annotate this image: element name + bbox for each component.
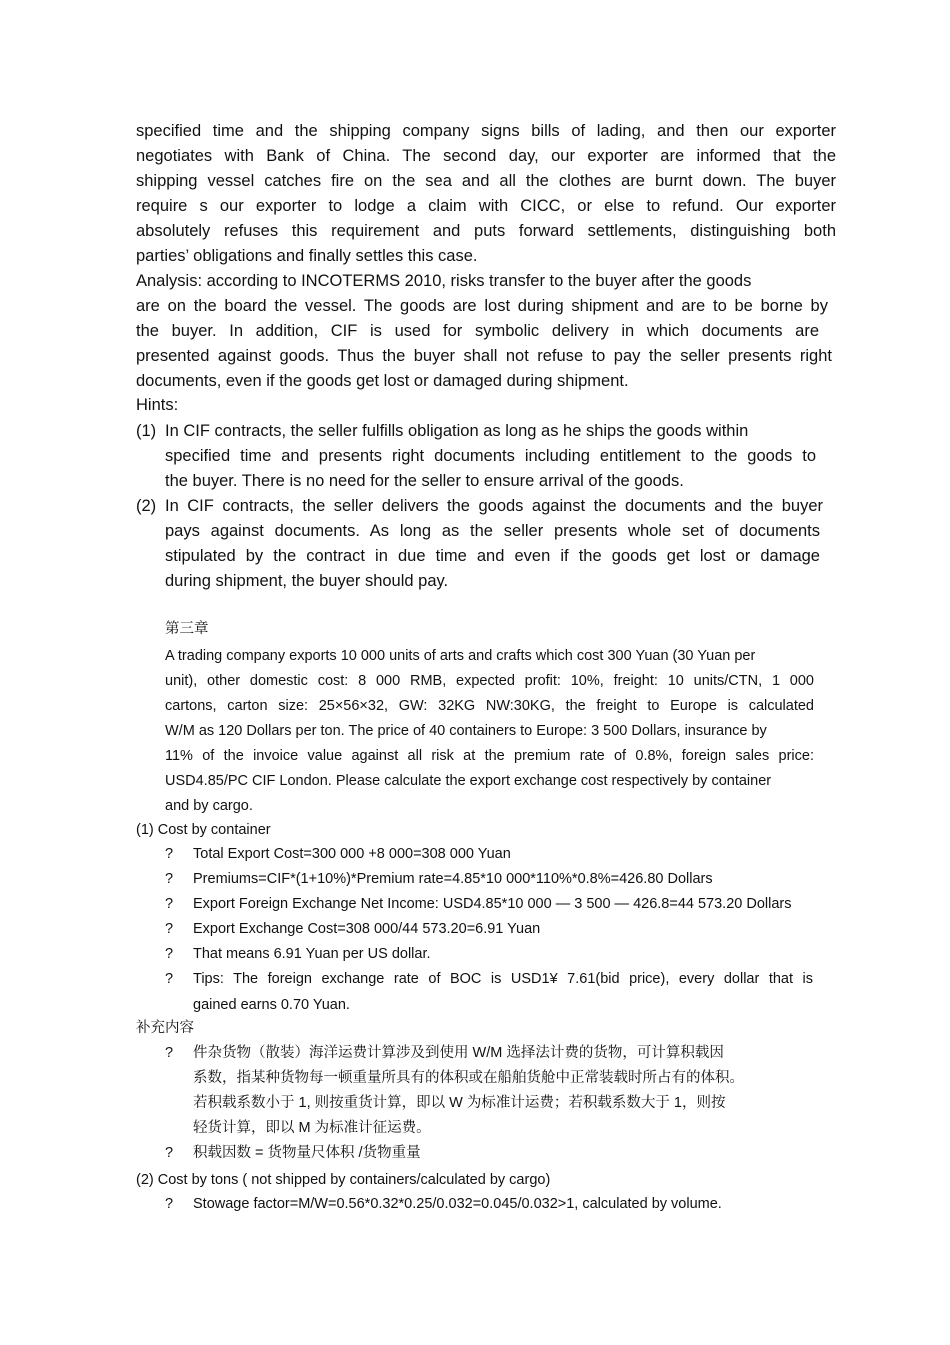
supplement-line: 件杂货物（散装）海洋运费计算涉及到使用 W/M 选择法计费的货物，可计算积载因 — [193, 1045, 724, 1061]
hint-line: pays against documents. As long as the seller presents whole set of documents — [165, 522, 820, 540]
supplement-line: 积载因数 = 货物量尺体积 /货物重量 — [193, 1145, 421, 1161]
bullet-marker: ? — [165, 896, 174, 912]
hint-line: the buyer. There is no need for the seller to ensure arrival of the goods. — [165, 472, 684, 490]
chapter-title: 第三章 — [165, 621, 209, 637]
hint-line: stipulated by the contract in due time and even if the goods get lost or damage — [165, 547, 820, 565]
supplement-line: 轻货计算，即以 M 为标准计征运费。 — [193, 1120, 431, 1136]
bullet-marker: ? — [165, 1196, 174, 1212]
analysis-line: documents, even if the goods get lost or damaged during shipment. — [136, 372, 629, 390]
problem-line: W/M as 120 Dollars per ton. The price of 40 containers to Europe: 3 500 Dollars, insurance by — [165, 723, 767, 739]
bullet-marker: ? — [165, 1045, 174, 1061]
section-heading-container: (1) Cost by container — [136, 822, 271, 838]
bullet-marker: ? — [165, 1145, 174, 1161]
problem-line: A trading company exports 10 000 units of arts and crafts which cost 300 Yuan (30 Yuan per — [165, 648, 756, 664]
hints-label: Hints: — [136, 396, 179, 414]
calc-line: That means 6.91 Yuan per US dollar. — [193, 946, 431, 962]
bullet-marker: ? — [165, 971, 174, 987]
intro-line: negotiates with Bank of China. The second day, our exporter are informed that the — [136, 147, 836, 165]
problem-line: USD4.85/PC CIF London. Please calculate the export exchange cost respectively by container — [165, 773, 772, 789]
calc-line: Export Foreign Exchange Net Income: USD4.85*10 000 — 3 500 — 426.8=44 573.20 Dollars — [193, 896, 792, 912]
analysis-line: presented against goods. Thus the buyer shall not refuse to pay the seller presents right — [136, 347, 832, 365]
intro-line: absolutely refuses this requirement and puts forward settlements, distinguishing both — [136, 222, 836, 240]
supplement-line: 若积载系数小于 1, 则按重货计算，即以 W 为标准计运费；若积载系数大于 1，则按 — [193, 1095, 726, 1111]
analysis-line: Analysis: according to INCOTERMS 2010, risks transfer to the buyer after the goods — [136, 272, 752, 290]
problem-line: 11% of the invoice value against all risk at the premium rate of 0.8%, foreign sales price: — [165, 748, 814, 764]
hint-line: during shipment, the buyer should pay. — [165, 572, 449, 590]
intro-line: specified time and the shipping company signs bills of lading, and then our exporter — [136, 122, 836, 140]
hint-line: In CIF contracts, the seller delivers the goods against the documents and the buyer — [165, 497, 823, 515]
hint-number: (2) — [136, 497, 157, 515]
tips-line: gained earns 0.70 Yuan. — [193, 997, 350, 1013]
calc-line: Export Exchange Cost=308 000/44 573.20=6.91 Yuan — [193, 921, 541, 937]
hint-line: specified time and presents right documents including entitlement to the goods to — [165, 447, 816, 465]
hint-line: In CIF contracts, the seller fulfills obligation as long as he ships the goods within — [165, 422, 749, 440]
section-heading-tons: (2) Cost by tons ( not shipped by containers/calculated by cargo) — [136, 1172, 551, 1188]
supplement-line: 系数，指某种货物每一顿重量所具有的体积或在船舶货舱中正常装载时所占有的体积。 — [193, 1070, 744, 1086]
calc-line: Premiums=CIF*(1+10%)*Premium rate=4.85*10 000*110%*0.8%=426.80 Dollars — [193, 871, 713, 887]
analysis-line: are on the board the vessel. The goods are lost during shipment and are to be borne by — [136, 297, 828, 315]
intro-line: shipping vessel catches fire on the sea and all the clothes are burnt down. The buyer — [136, 172, 836, 190]
problem-line: unit), other domestic cost: 8 000 RMB, expected profit: 10%, freight: 10 units/CTN, 1 000 — [165, 673, 814, 689]
bullet-marker: ? — [165, 921, 174, 937]
tips-line: Tips: The foreign exchange rate of BOC is USD1¥ 7.61(bid price), every dollar that is — [193, 971, 813, 987]
problem-line: cartons, carton size: 25×56×32, GW: 32KG NW:30KG, the freight to Europe is calculated — [165, 698, 814, 714]
bullet-marker: ? — [165, 946, 174, 962]
analysis-line: the buyer. In addition, CIF is used for symbolic delivery in which documents are — [136, 322, 819, 340]
supplement-heading: 补充内容 — [136, 1020, 194, 1036]
bullet-marker: ? — [165, 871, 174, 887]
intro-line: parties’ obligations and finally settles this case. — [136, 247, 478, 265]
problem-line: and by cargo. — [165, 798, 253, 814]
intro-line: require s our exporter to lodge a claim with CICC, or else to refund. Our exporter — [136, 197, 836, 215]
calc-line: Stowage factor=M/W=0.56*0.32*0.25/0.032=0.045/0.032>1, calculated by volume. — [193, 1196, 722, 1212]
hint-number: (1) — [136, 422, 157, 440]
bullet-marker: ? — [165, 846, 174, 862]
calc-line: Total Export Cost=300 000 +8 000=308 000 Yuan — [193, 846, 511, 862]
